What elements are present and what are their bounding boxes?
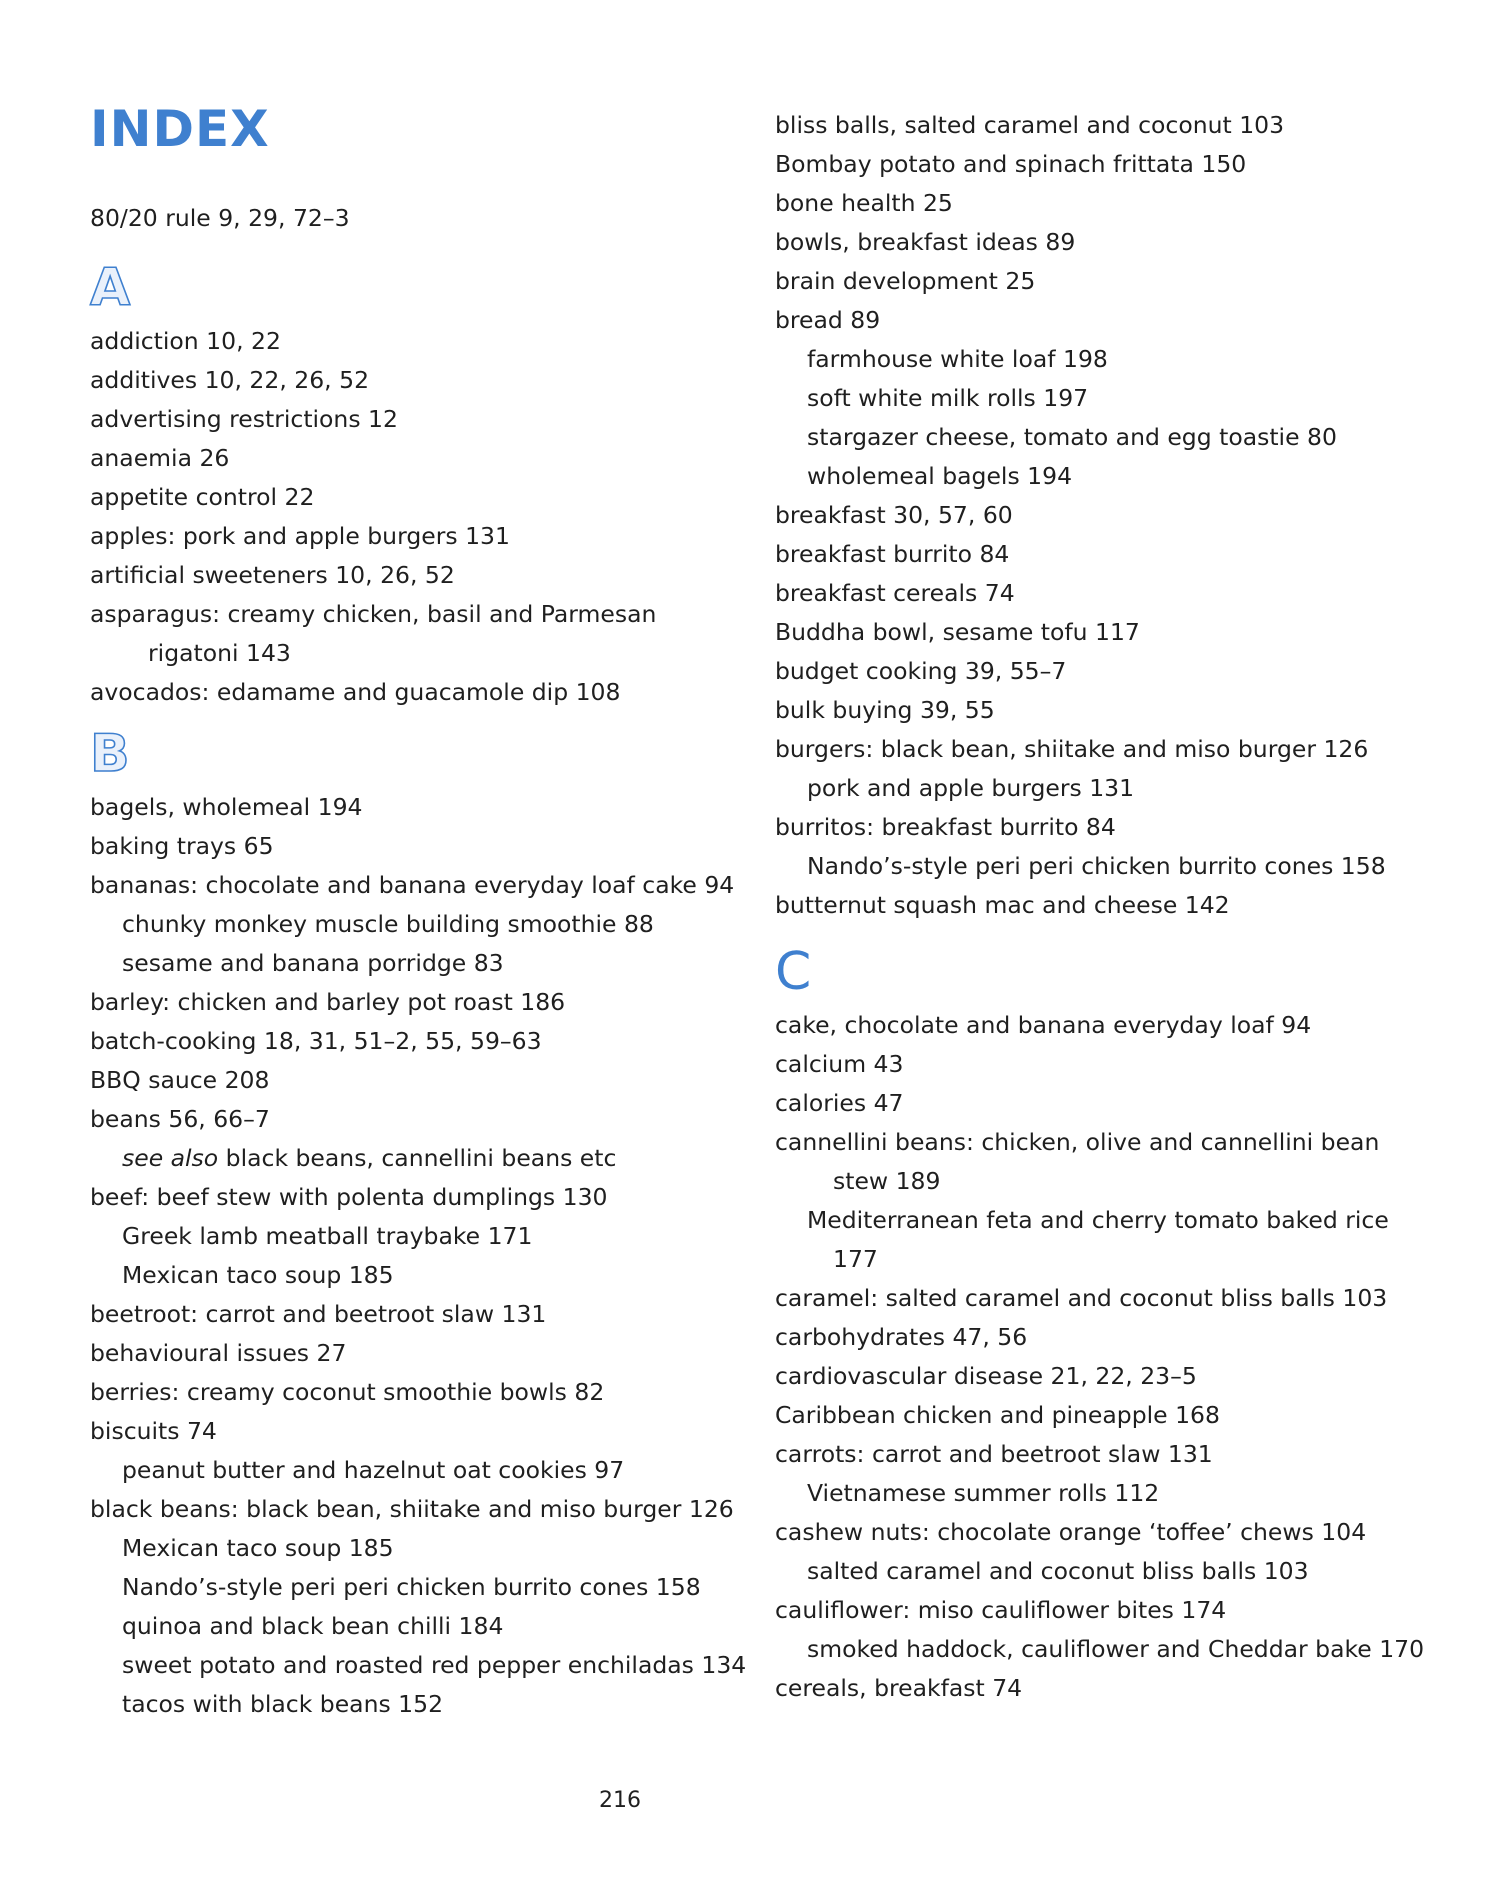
index-entry: bowls, breakfast ideas 89 [775, 228, 1076, 256]
index-entry: caramel: salted caramel and coconut bliss balls 103 [775, 1284, 1388, 1312]
index-entry: biscuits 74 [90, 1417, 217, 1445]
index-subentry: smoked haddock, cauliflower and Cheddar bake 170 [807, 1635, 1425, 1663]
index-entry: baking trays 65 [90, 832, 274, 860]
index-entry: beans 56, 66–7 [90, 1105, 270, 1133]
index-entry: black beans: black bean, shiitake and miso burger 126 [90, 1495, 734, 1523]
index-entry: Buddha bowl, sesame tofu 117 [775, 618, 1140, 646]
index-entry: anaemia 26 [90, 444, 230, 472]
index-entry: advertising restrictions 12 [90, 405, 398, 433]
index-entry: avocados: edamame and guacamole dip 108 [90, 678, 621, 706]
index-entry: additives 10, 22, 26, 52 [90, 366, 370, 394]
index-entry: burgers: black bean, shiitake and miso burger 126 [775, 735, 1369, 763]
index-entry: calcium 43 [775, 1050, 904, 1078]
index-entry: barley: chicken and barley pot roast 186 [90, 988, 566, 1016]
index-entry: artificial sweeteners 10, 26, 52 [90, 561, 455, 589]
index-entry: apples: pork and apple burgers 131 [90, 522, 510, 550]
index-entry: bread 89 [775, 306, 881, 334]
index-subentry: sesame and banana porridge 83 [122, 949, 504, 977]
section-a [90, 258, 730, 712]
index-entry: bliss balls, salted caramel and coconut 103 [775, 111, 1285, 139]
index-entry: bone health 25 [775, 189, 953, 217]
index-entry: cashew nuts: chocolate orange ‘toffee’ chews 104 [775, 1518, 1367, 1546]
index-entry: butternut squash mac and cheese 142 [775, 891, 1230, 919]
index-entry: beetroot: carrot and beetroot slaw 131 [90, 1300, 547, 1328]
index-entry: cake, chocolate and banana everyday loaf 94 [775, 1011, 1312, 1039]
index-subentry: Vietnamese summer rolls 112 [807, 1479, 1160, 1507]
index-entry: berries: creamy coconut smoothie bowls 82 [90, 1378, 605, 1406]
section-b [90, 724, 747, 1724]
index-entry: breakfast cereals 74 [775, 579, 1015, 607]
section-letter-b: B [90, 724, 130, 784]
index-entry: brain development 25 [775, 267, 1036, 295]
index-entry: breakfast burrito 84 [775, 540, 1010, 568]
section-letter-a: A [90, 258, 131, 318]
index-subentry: Mexican taco soup 185 [122, 1534, 394, 1562]
index-entry: carbohydrates 47, 56 [775, 1323, 1028, 1351]
page-number: 216 [599, 1788, 641, 1813]
index-entry: burritos: breakfast burrito 84 [775, 813, 1116, 841]
index-subentry: Nando’s-style peri peri chicken burrito cones 158 [122, 1573, 701, 1601]
index-entry: budget cooking 39, 55–7 [775, 657, 1067, 685]
index-entry: bagels, wholemeal 194 [90, 793, 363, 821]
index-subentry: Mediterranean feta and cherry tomato baked rice [807, 1206, 1389, 1234]
page-title: INDEX [90, 100, 270, 158]
index-subentry: pork and apple burgers 131 [807, 774, 1135, 802]
index-subentry: sweet potato and roasted red pepper enchiladas 134 [122, 1651, 747, 1679]
index-entry: bananas: chocolate and banana everyday loaf cake 94 [90, 871, 735, 899]
index-entry-continuation: 177 [833, 1245, 878, 1273]
index-entry: cannellini beans: chicken, olive and cannellini bean [775, 1128, 1380, 1156]
section-b-continued [775, 106, 1435, 925]
index-entry: 80/20 rule 9, 29, 72–3 [90, 204, 350, 232]
index-entry: batch-cooking 18, 31, 51–2, 55, 59–63 [90, 1027, 542, 1055]
index-entry: asparagus: creamy chicken, basil and Parmesan [90, 600, 657, 628]
index-subentry [90, 1139, 730, 1178]
index-subentry: farmhouse white loaf 198 [807, 345, 1108, 373]
index-subentry: Mexican taco soup 185 [122, 1261, 394, 1289]
index-entry: Caribbean chicken and pineapple 168 [775, 1401, 1220, 1429]
index-subentry: peanut butter and hazelnut oat cookies 97 [122, 1456, 625, 1484]
index-subentry: tacos with black beans 152 [122, 1690, 444, 1718]
index-subentry: quinoa and black bean chilli 184 [122, 1612, 504, 1640]
index-entry: cardiovascular disease 21, 22, 23–5 [775, 1362, 1197, 1390]
see-also-target: black beans, cannellini beans etc [225, 1144, 617, 1172]
index-entry: BBQ sauce 208 [90, 1066, 270, 1094]
index-subentry: Nando’s-style peri peri chicken burrito cones 158 [807, 852, 1386, 880]
section-c [775, 942, 1435, 1708]
index-subentry: salted caramel and coconut bliss balls 103 [807, 1557, 1309, 1585]
index-entry-continuation: rigatoni 143 [148, 639, 291, 667]
index-entry: Bombay potato and spinach frittata 150 [775, 150, 1247, 178]
section-letter-c: C [775, 942, 812, 1002]
index-subentry: wholemeal bagels 194 [807, 462, 1073, 490]
index-subentry: soft white milk rolls 197 [807, 384, 1089, 412]
index-entry: addiction 10, 22 [90, 327, 281, 355]
index-entry: cauliflower: miso cauliflower bites 174 [775, 1596, 1227, 1624]
index-entry: carrots: carrot and beetroot slaw 131 [775, 1440, 1213, 1468]
index-entry-continuation: stew 189 [833, 1167, 941, 1195]
index-entry: bulk buying 39, 55 [775, 696, 995, 724]
index-entry: appetite control 22 [90, 483, 315, 511]
index-entry: behavioural issues 27 [90, 1339, 347, 1367]
index-entry: calories 47 [775, 1089, 904, 1117]
index-subentry: stargazer cheese, tomato and egg toastie 80 [807, 423, 1337, 451]
index-entry: beef: beef stew with polenta dumplings 130 [90, 1183, 608, 1211]
index-entry: breakfast 30, 57, 60 [775, 501, 1013, 529]
index-entry: cereals, breakfast 74 [775, 1674, 1023, 1702]
see-also-label: see also [122, 1144, 219, 1172]
index-subentry: Greek lamb meatball traybake 171 [122, 1222, 533, 1250]
index-subentry: chunky monkey muscle building smoothie 88 [122, 910, 654, 938]
